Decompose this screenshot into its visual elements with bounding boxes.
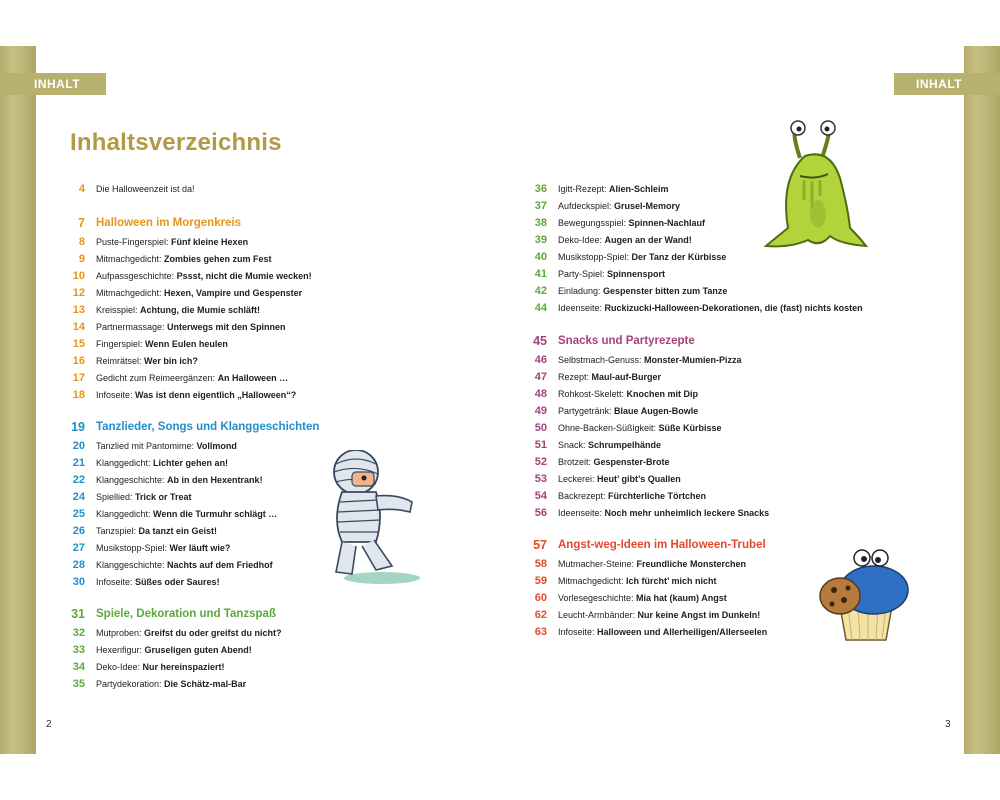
toc-page-number: 38 <box>534 217 547 229</box>
toc-page-number: 4 <box>78 183 85 195</box>
toc-entry-category: Klanggedicht: <box>96 458 154 468</box>
toc-entry-title: Unterwegs mit den Spinnen <box>167 322 286 332</box>
toc-entry-category: Selbstmach-Genuss: <box>558 355 645 365</box>
toc-entry-title: Gespenster-Brote <box>593 457 670 467</box>
toc-page-number: 37 <box>534 200 547 212</box>
toc-page-number: 31 <box>71 607 85 621</box>
toc-page-number: 54 <box>534 490 547 502</box>
toc-page-number: 18 <box>72 389 85 401</box>
toc-page-number: 27 <box>72 542 85 554</box>
toc-entry-title: Vollmond <box>196 441 237 451</box>
slime-monster-illustration <box>760 118 870 258</box>
toc-page-number: 53 <box>534 473 547 485</box>
toc-entry-category: Klanggeschichte: <box>96 475 168 485</box>
toc-entry-title: Schrumpelhände <box>588 440 662 450</box>
toc-entry-category: Infoseite: <box>96 577 136 587</box>
toc-entry-title: Gruseligen guten Abend! <box>144 645 252 655</box>
toc-entry-category: Mitmachgedicht: <box>558 576 627 586</box>
toc-entry-category: Snack: <box>558 440 589 450</box>
toc-entry-category: Tanzspiel: <box>96 526 139 536</box>
toc-entry-title: Maul-auf-Burger <box>591 372 662 382</box>
toc-entry-category: Infoseite: <box>558 627 598 637</box>
toc-section-title: Tanzlieder, Songs und Klanggeschichten <box>96 421 320 433</box>
toc-entry-title: Fünf kleine Hexen <box>171 237 249 247</box>
toc-entry-title: Wer bin ich? <box>144 356 198 366</box>
toc-entry-category: Partygetränk: <box>558 406 615 416</box>
toc-entry-category: Hexenfigur: <box>96 645 145 655</box>
toc-page-number: 9 <box>78 253 85 265</box>
left-decor-strip <box>0 46 36 754</box>
page-number-left: 2 <box>46 719 52 730</box>
toc-page-number: 41 <box>534 268 547 280</box>
toc-page-number: 34 <box>72 661 85 673</box>
toc-entry-category: Leucht-Armbänder: <box>558 610 638 620</box>
toc-section-title: Halloween im Morgenkreis <box>96 217 242 229</box>
toc-entry-category: Ideenseite: <box>558 508 605 518</box>
toc-entry-title: Ab in den Hexentrank! <box>167 475 263 485</box>
toc-entry-title: Wenn Eulen heulen <box>145 339 228 349</box>
toc-entry-category: Reimrätsel: <box>96 356 145 366</box>
toc-entry-title: Gespenster bitten zum Tanze <box>603 286 728 296</box>
toc-entry-category: Igitt-Rezept: <box>558 184 610 194</box>
toc-entry-title: Spinnensport <box>607 269 666 279</box>
toc-entry-category: Fingerspiel: <box>96 339 146 349</box>
toc-entry-category: Backrezept: <box>558 491 609 501</box>
toc-page-number: 35 <box>72 678 85 690</box>
page-title: Inhaltsverzeichnis <box>70 129 282 156</box>
toc-page-number: 33 <box>72 644 85 656</box>
toc-entry-title: Pssst, nicht die Mumie wecken! <box>176 271 312 281</box>
toc-page-number: 47 <box>534 371 547 383</box>
toc-page-number: 44 <box>534 302 547 314</box>
toc-entry-category: Musikstopp-Spiel: <box>96 543 170 553</box>
toc-page-number: 62 <box>534 609 547 621</box>
toc-entry-category: Infoseite: <box>96 390 136 400</box>
toc-page-number: 21 <box>72 457 85 469</box>
toc-page-number: 48 <box>534 388 547 400</box>
toc-entry-category: Deko-Idee: <box>96 662 143 672</box>
toc-entry-title: Noch mehr unheimlich leckere Snacks <box>604 508 770 518</box>
toc-entry-title: Halloween und Allerheiligen/Allerseelen <box>597 627 768 637</box>
toc-entry-title: Ich fürcht’ mich nicht <box>626 576 717 586</box>
toc-page-number: 24 <box>72 491 85 503</box>
book-spread <box>0 46 1000 754</box>
toc-entry-category: Aufdeckspiel: <box>558 201 615 211</box>
toc-entry-title: Die Schätz-mal-Bar <box>164 679 247 689</box>
toc-entry-category: Mutproben: <box>96 628 145 638</box>
toc-entry-title: Hexen, Vampire und Gespenster <box>164 288 303 298</box>
mummy-illustration <box>322 450 420 586</box>
toc-entry-category: Spiellied: <box>96 492 136 502</box>
toc-page-number: 26 <box>72 525 85 537</box>
toc-entry-title: Monster-Mumien-Pizza <box>644 355 742 365</box>
toc-entry-category: Rohkost-Skelett: <box>558 389 627 399</box>
toc-entry-title: Heut’ gibt’s Quallen <box>597 474 681 484</box>
toc-entry-title: Nur hereinspaziert! <box>142 662 225 672</box>
right-decor-strip <box>964 46 1000 754</box>
toc-entry-title: Nachts auf dem Friedhof <box>167 560 273 570</box>
toc-entry-title: Trick or Treat <box>135 492 192 502</box>
toc-page-number: 60 <box>534 592 547 604</box>
toc-entry-category: Rezept: <box>558 372 592 382</box>
toc-entry-title: Alien-Schleim <box>609 184 669 194</box>
toc-entry-title: Greifst du oder greifst du nicht? <box>144 628 282 638</box>
toc-page-number: 10 <box>72 270 85 282</box>
toc-entry-title: Süßes oder Saures! <box>135 577 220 587</box>
toc-page-number: 45 <box>533 334 547 348</box>
toc-entry-title: Wer läuft wie? <box>169 543 231 553</box>
toc-entry-title: Achtung, die Mumie schläft! <box>140 305 261 315</box>
toc-entry-title: Grusel-Memory <box>614 201 681 211</box>
toc-entry-title: Ruckizucki-Halloween-Dekorationen, die (fast) nichts kosten <box>604 303 863 313</box>
toc-entry-category: Deko-Idee: <box>558 235 605 245</box>
toc-entry-category: Mutmacher-Steine: <box>558 559 637 569</box>
toc-entry-category: Klanggeschichte: <box>96 560 168 570</box>
toc-entry-category: Ideenseite: <box>558 303 605 313</box>
toc-entry-category: Ohne-Backen-Süßigkeit: <box>558 423 659 433</box>
toc-section-title: Angst-weg-Ideen im Halloween-Trubel <box>558 539 766 551</box>
toc-entry-category: Musikstopp-Spiel: <box>558 252 632 262</box>
toc-page-number: 30 <box>72 576 85 588</box>
toc-entry-category: Klanggedicht: <box>96 509 154 519</box>
toc-page-number: 46 <box>534 354 547 366</box>
toc-page-number: 7 <box>78 216 85 230</box>
toc-entry-title: Spinnen-Nachlauf <box>628 218 706 228</box>
toc-page-number: 56 <box>534 507 547 519</box>
toc-entry-title: Knochen mit Dip <box>626 389 699 399</box>
header-tab-left: INHALT <box>0 73 106 95</box>
toc-entry-category: Partydekoration: <box>96 679 165 689</box>
toc-entry-title: Mia hat (kaum) Angst <box>636 593 727 603</box>
toc-entry-category: Mitmachgedicht: <box>96 254 165 264</box>
toc-page-number: 15 <box>72 338 85 350</box>
toc-entry-title: Freundliche Monsterchen <box>636 559 747 569</box>
toc-entry-category: Brotzeit: <box>558 457 594 467</box>
toc-page-number: 12 <box>72 287 85 299</box>
toc-entry-category: Aufpassgeschichte: <box>96 271 177 281</box>
toc-entry-title: Der Tanz der Kürbisse <box>631 252 727 262</box>
toc-entry-title: Süße Kürbisse <box>658 423 722 433</box>
toc-entry-category: Mitmachgedicht: <box>96 288 165 298</box>
toc-page-number: 19 <box>71 420 85 434</box>
toc-page-number: 17 <box>72 372 85 384</box>
toc-entry-title: Augen an der Wand! <box>604 235 692 245</box>
toc-section-title: Snacks und Partyrezepte <box>558 335 695 347</box>
toc-entry-category: Puste-Fingerspiel: <box>96 237 172 247</box>
toc-page-number: 14 <box>72 321 85 333</box>
toc-entry-category: Kreisspiel: <box>96 305 141 315</box>
toc-page-number: 59 <box>534 575 547 587</box>
toc-page-number: 36 <box>534 183 547 195</box>
page-number-right: 3 <box>945 719 951 730</box>
toc-entry-category: Einladung: <box>558 286 604 296</box>
toc-entry-title: Nur keine Angst im Dunkeln! <box>637 610 761 620</box>
toc-page-number: 20 <box>72 440 85 452</box>
toc-entry-category: Gedicht zum Reimeergänzen: <box>96 373 218 383</box>
toc-entry-title: Was ist denn eigentlich „Halloween“? <box>135 390 297 400</box>
toc-page-number: 8 <box>78 236 85 248</box>
toc-entry-title: Da tanzt ein Geist! <box>138 526 218 536</box>
toc-page-number: 50 <box>534 422 547 434</box>
toc-page-number: 16 <box>72 355 85 367</box>
toc-page-number: 39 <box>534 234 547 246</box>
toc-entry-title: Fürchterliche Törtchen <box>608 491 707 501</box>
toc-entry-category: Party-Spiel: <box>558 269 608 279</box>
toc-page-number: 28 <box>72 559 85 571</box>
toc-entry-title: An Halloween … <box>217 373 289 383</box>
toc-page-number: 57 <box>533 538 547 552</box>
toc-section-title: Spiele, Dekoration und Tanzspaß <box>96 608 276 620</box>
toc-entry-title: Wenn die Turmuhr schlägt … <box>153 509 278 519</box>
cookie-monster-cupcake-illustration <box>818 548 914 644</box>
toc-page-number: 40 <box>534 251 547 263</box>
toc-entry-title: Blaue Augen-Bowle <box>614 406 699 416</box>
header-tab-right: INHALT <box>894 73 1000 95</box>
toc-entry-category: Vorlesegeschichte: <box>558 593 637 603</box>
toc-page-number: 49 <box>534 405 547 417</box>
toc-entry-title: Lichter gehen an! <box>153 458 229 468</box>
toc-entry-category: Tanzlied mit Pantomime: <box>96 441 197 451</box>
toc-page-number: 52 <box>534 456 547 468</box>
toc-page-number: 51 <box>534 439 547 451</box>
toc-entry-text: Die Halloweenzeit ist da! <box>96 184 195 194</box>
toc-page-number: 25 <box>72 508 85 520</box>
toc-page-number: 32 <box>72 627 85 639</box>
toc-page-number: 22 <box>72 474 85 486</box>
toc-entry-title: Zombies gehen zum Fest <box>164 254 272 264</box>
toc-entry-category: Partnermassage: <box>96 322 168 332</box>
toc-page-number: 58 <box>534 558 547 570</box>
toc-page-number: 63 <box>534 626 547 638</box>
toc-entry-category: Leckerei: <box>558 474 598 484</box>
toc-entry-category: Bewegungsspiel: <box>558 218 629 228</box>
toc-page-number: 42 <box>534 285 547 297</box>
toc-page-number: 13 <box>72 304 85 316</box>
